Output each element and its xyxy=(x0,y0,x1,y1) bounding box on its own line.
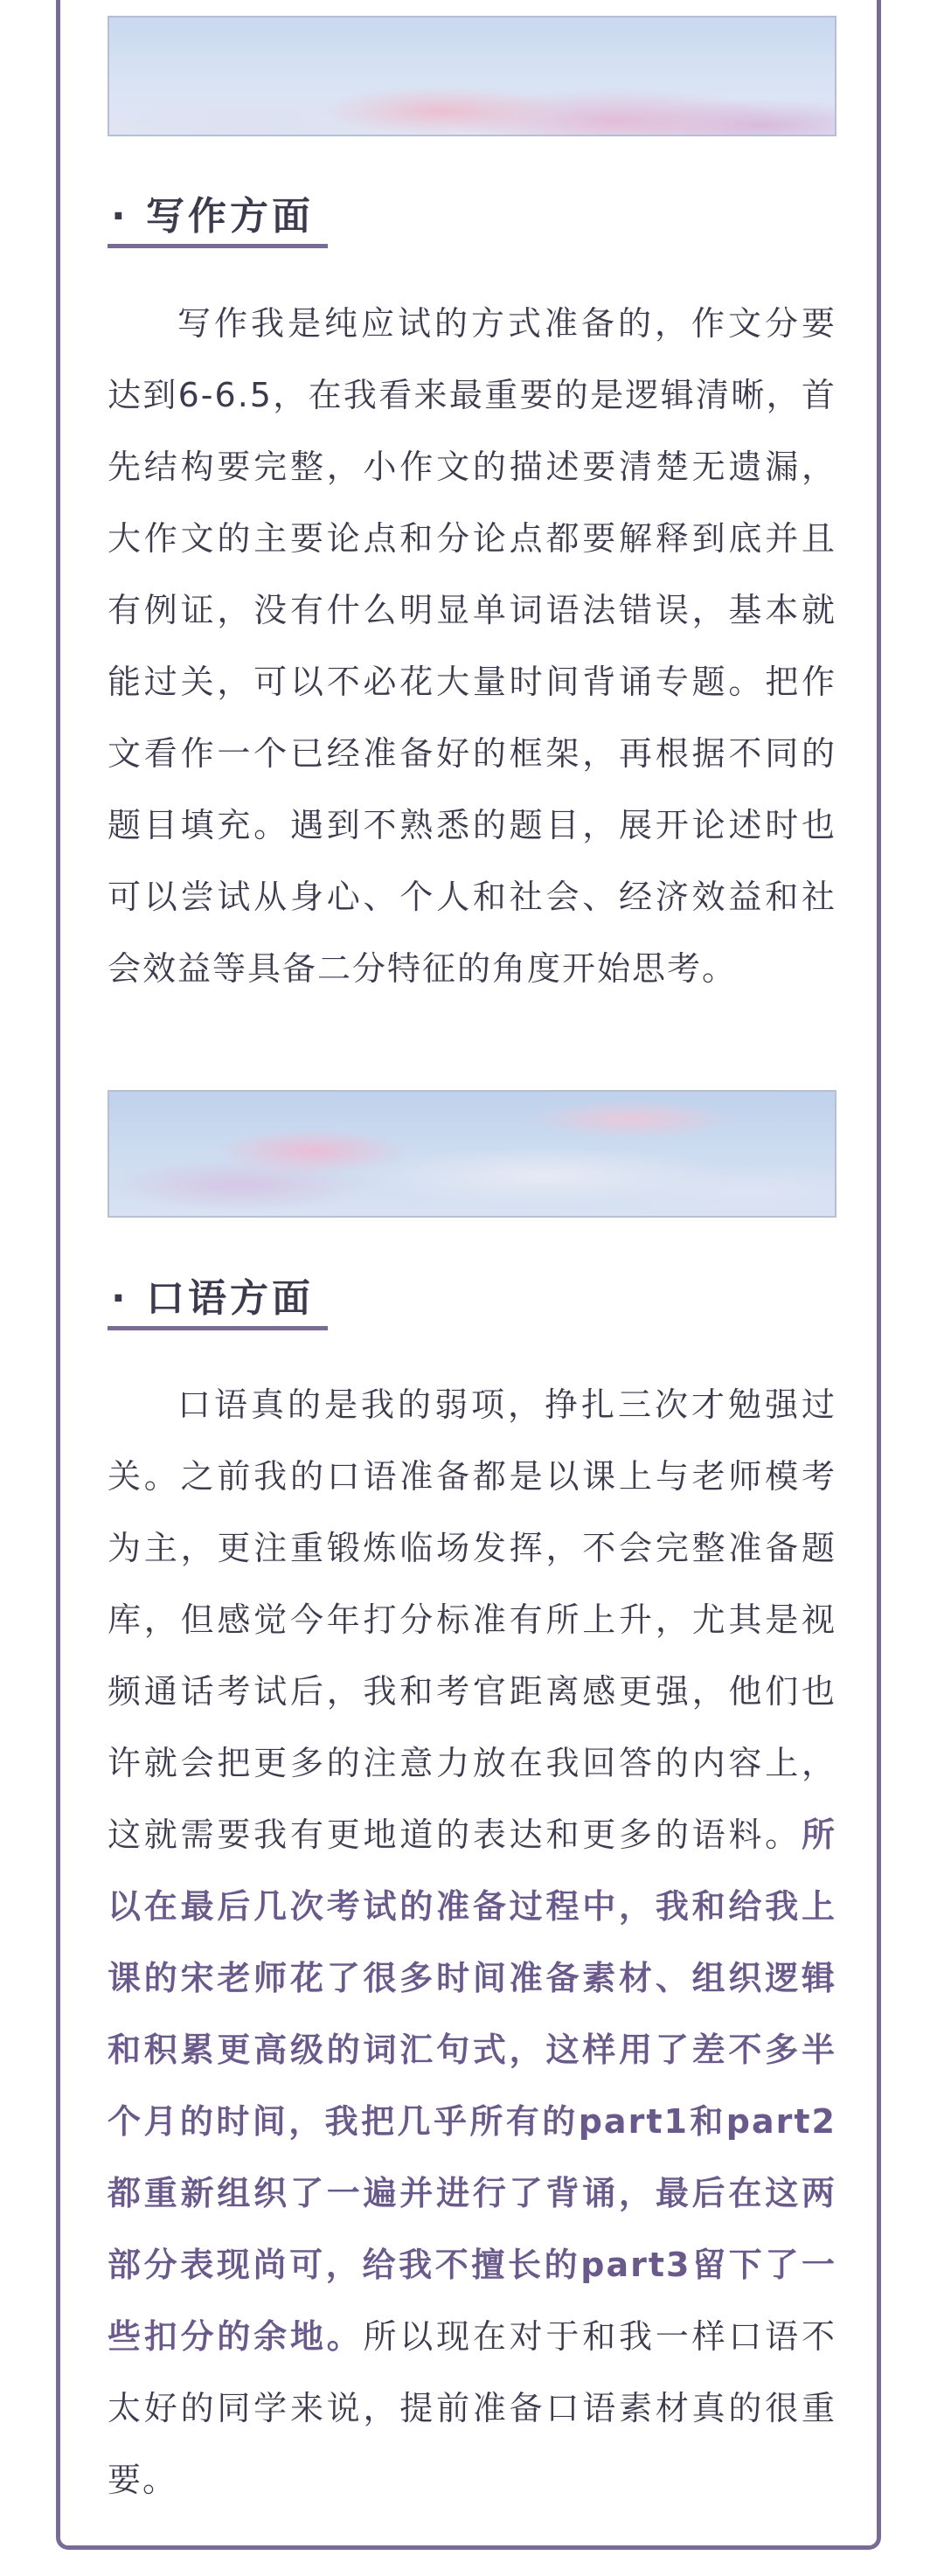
sky-banner-image xyxy=(108,1090,836,1218)
writing-paragraph: 写作我是纯应试的方式准备的，作文分要达到6-6.5，在我看来最重要的是逻辑清晰，首先结构要完整，小作文的描述要清楚无遗漏，大作文的主要论点和分论点都要解释到底并且有例证，没有什么明显单词语法错误，基本就能过关，可以不必花大量时间背诵专题。把作文看作一个已经准备好的框架，再根据不同的题目填充。遇到不熟悉的题目，展开论述时也可以尝试从身心、个人和社会、经济效益和社会效益等具备二分特征的角度开始思考。 xyxy=(108,304,836,988)
heading-title: 写作方面 xyxy=(146,194,314,239)
heading-bullet: · xyxy=(111,1276,129,1321)
sky-banner-image xyxy=(108,16,836,136)
section-heading-writing xyxy=(108,191,328,248)
section-heading-speaking xyxy=(108,1273,328,1330)
speaking-text-intro: 口语真的是我的弱项，挣扎三次才勉强过关。之前我的口语准备都是以课上与老师模考为主，更注重锻炼临场发挥，不会完整准备题库，但感觉今年打分标准有所上升，尤其是视频通话考试后，我和考官距离感更强，他们也许就会把更多的注意力放在我回答的内容上，这就需要我有更地道的表达和更多的语料。 xyxy=(108,1385,836,1854)
speaking-text-highlight: 所以在最后几次考试的准备过程中，我和给我上课的宋老师花了很多时间准备素材、组织逻辑和积累更高级的词汇句式，这样用了差不多半个月的时间，我把几乎所有的part1和part2都重新组织了一遍并进行了背诵，最后在这两部分表现尚可，给我不擅长的part3留下了一些扣分的余地。 xyxy=(108,1816,836,2356)
heading-bullet: · xyxy=(111,194,129,239)
heading-title: 口语方面 xyxy=(146,1276,314,1321)
speaking-paragraph xyxy=(108,1369,836,2516)
speaking-text-conclusion: 所以现在对于和我一样口语不太好的同学来说，提前准备口语素材真的很重要。 xyxy=(108,2317,836,2499)
